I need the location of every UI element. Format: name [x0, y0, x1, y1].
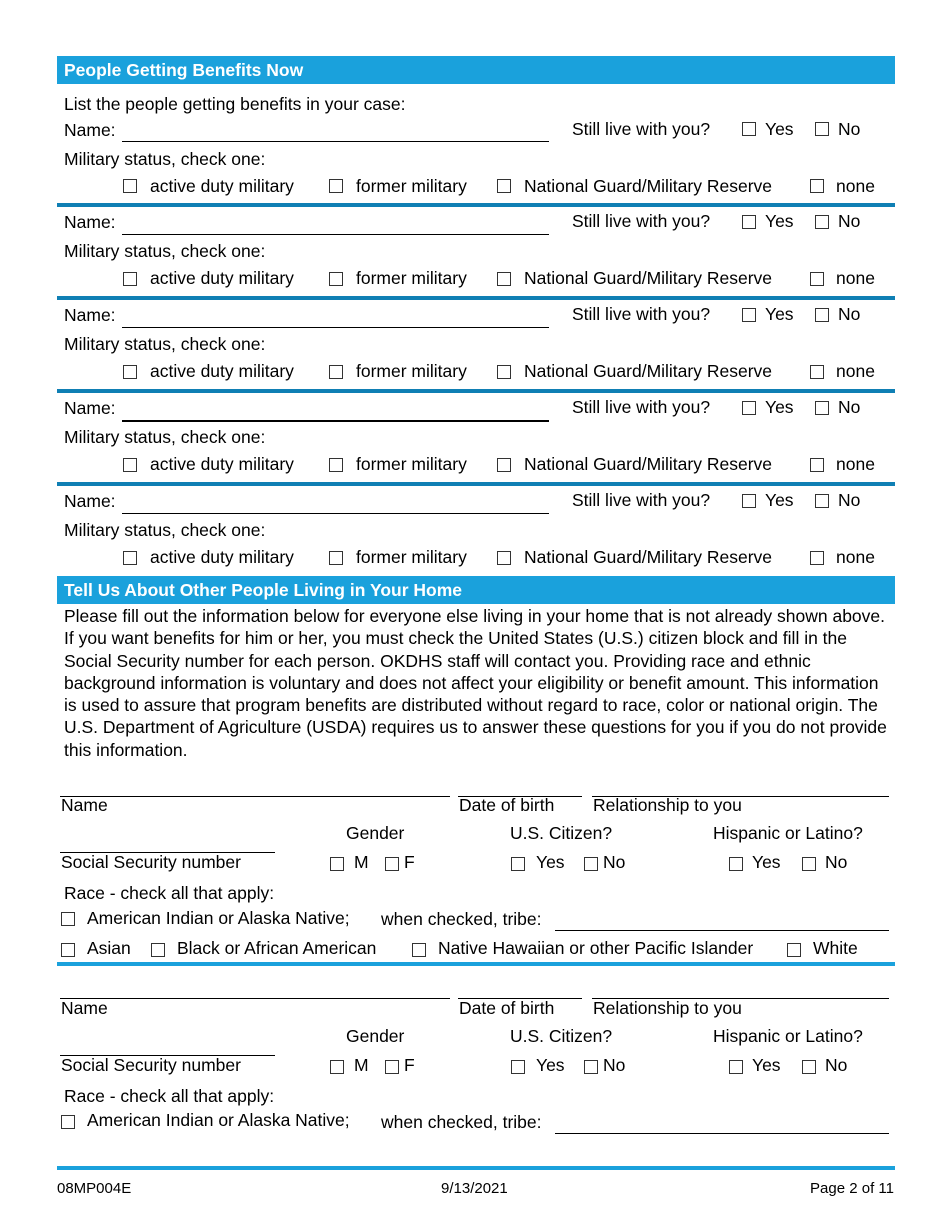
citizen-no-checkbox[interactable] — [584, 857, 598, 871]
female-label: F — [404, 1055, 415, 1075]
national-guard-label: National Guard/Military Reserve — [524, 547, 773, 567]
asian-label: Asian — [87, 938, 131, 958]
none-label: none — [836, 454, 875, 474]
still-live-no-checkbox[interactable] — [815, 308, 829, 322]
hispanic-yes-checkbox[interactable] — [729, 857, 743, 871]
active-duty-checkbox[interactable] — [123, 551, 137, 565]
no-label: No — [838, 119, 861, 139]
divider — [57, 296, 895, 300]
none-label: none — [836, 547, 875, 567]
white-label: White — [813, 938, 858, 958]
ssn-caption: Social Security number — [61, 852, 241, 872]
name-input[interactable] — [122, 420, 549, 422]
still-live-no-checkbox[interactable] — [815, 494, 829, 508]
former-military-label: former military — [356, 176, 467, 196]
still-live-yes-checkbox[interactable] — [742, 308, 756, 322]
name-caption: Name — [61, 795, 108, 815]
divider — [57, 389, 895, 393]
name-input[interactable] — [60, 998, 450, 999]
name-label: Name: — [64, 305, 116, 325]
name-label: Name: — [64, 491, 116, 511]
military-label: Military status, check one: — [64, 241, 266, 261]
none-label: none — [836, 268, 875, 288]
section-header-benefits: People Getting Benefits Now — [57, 56, 895, 84]
still-live-yes-checkbox[interactable] — [742, 215, 756, 229]
section-header-other-people: Tell Us About Other People Living in Your Home — [57, 576, 895, 604]
male-label: M — [354, 1055, 369, 1075]
no-label: No — [838, 211, 861, 231]
former-military-checkbox[interactable] — [329, 272, 343, 286]
yes-label: Yes — [765, 119, 794, 139]
american-indian-checkbox[interactable] — [61, 912, 75, 926]
no-label: No — [838, 397, 861, 417]
active-duty-label: active duty military — [150, 547, 294, 567]
relationship-caption: Relationship to you — [593, 795, 742, 815]
name-input[interactable] — [122, 141, 549, 142]
gender-female-checkbox[interactable] — [385, 1060, 399, 1074]
white-checkbox[interactable] — [787, 943, 801, 957]
hawaiian-label: Native Hawaiian or other Pacific Islander — [438, 938, 754, 958]
citizen-yes-checkbox[interactable] — [511, 857, 525, 871]
former-military-label: former military — [356, 547, 467, 567]
black-label: Black or African American — [177, 938, 377, 958]
national-guard-label: National Guard/Military Reserve — [524, 454, 773, 474]
citizen-no-label: No — [603, 852, 626, 872]
former-military-checkbox[interactable] — [329, 458, 343, 472]
no-label: No — [838, 490, 861, 510]
tribe-input[interactable] — [555, 1133, 889, 1134]
gender-male-checkbox[interactable] — [330, 1060, 344, 1074]
citizen-no-checkbox[interactable] — [584, 1060, 598, 1074]
american-indian-label: American Indian or Alaska Native; — [87, 1110, 350, 1130]
hispanic-no-checkbox[interactable] — [802, 857, 816, 871]
gender-male-checkbox[interactable] — [330, 857, 344, 871]
none-checkbox[interactable] — [810, 272, 824, 286]
active-duty-label: active duty military — [150, 454, 294, 474]
still-live-label: Still live with you? — [572, 490, 711, 510]
divider — [57, 482, 895, 486]
hispanic-no-label: No — [825, 1055, 848, 1075]
military-label: Military status, check one: — [64, 149, 266, 169]
none-label: none — [836, 361, 875, 381]
name-caption: Name — [61, 998, 108, 1018]
asian-checkbox[interactable] — [61, 943, 75, 957]
still-live-label: Still live with you? — [572, 211, 711, 231]
name-label: Name: — [64, 120, 116, 140]
active-duty-checkbox[interactable] — [123, 458, 137, 472]
national-guard-checkbox[interactable] — [497, 179, 511, 193]
national-guard-label: National Guard/Military Reserve — [524, 361, 773, 381]
gender-female-checkbox[interactable] — [385, 857, 399, 871]
name-input[interactable] — [122, 234, 549, 235]
former-military-checkbox[interactable] — [329, 365, 343, 379]
yes-label: Yes — [765, 211, 794, 231]
yes-label: Yes — [765, 304, 794, 324]
hispanic-yes-label: Yes — [752, 852, 781, 872]
citizen-yes-label: Yes — [536, 852, 565, 872]
tribe-label: when checked, tribe: — [381, 909, 542, 929]
none-checkbox[interactable] — [810, 458, 824, 472]
none-label: none — [836, 176, 875, 196]
yes-label: Yes — [765, 490, 794, 510]
active-duty-checkbox[interactable] — [123, 272, 137, 286]
tribe-input[interactable] — [555, 930, 889, 931]
hispanic-yes-checkbox[interactable] — [729, 1060, 743, 1074]
none-checkbox[interactable] — [810, 551, 824, 565]
former-military-label: former military — [356, 454, 467, 474]
national-guard-checkbox[interactable] — [497, 458, 511, 472]
american-indian-checkbox[interactable] — [61, 1115, 75, 1129]
hispanic-no-label: No — [825, 852, 848, 872]
name-input[interactable] — [60, 796, 450, 797]
citizen-yes-checkbox[interactable] — [511, 1060, 525, 1074]
still-live-label: Still live with you? — [572, 397, 711, 417]
national-guard-checkbox[interactable] — [497, 551, 511, 565]
none-checkbox[interactable] — [810, 179, 824, 193]
active-duty-checkbox[interactable] — [123, 365, 137, 379]
relationship-caption: Relationship to you — [593, 998, 742, 1018]
national-guard-label: National Guard/Military Reserve — [524, 268, 773, 288]
hawaiian-checkbox[interactable] — [412, 943, 426, 957]
female-label: F — [404, 852, 415, 872]
divider — [57, 962, 895, 966]
footer-rule — [57, 1166, 895, 1170]
national-guard-checkbox[interactable] — [497, 272, 511, 286]
former-military-checkbox[interactable] — [329, 551, 343, 565]
gender-caption: Gender — [346, 1026, 405, 1046]
revision-date: 9/13/2021 — [441, 1180, 508, 1197]
former-military-label: former military — [356, 268, 467, 288]
gender-caption: Gender — [346, 823, 405, 843]
tribe-label: when checked, tribe: — [381, 1112, 542, 1132]
dob-caption: Date of birth — [459, 795, 555, 815]
national-guard-label: National Guard/Military Reserve — [524, 176, 773, 196]
ssn-caption: Social Security number — [61, 1055, 241, 1075]
still-live-no-checkbox[interactable] — [815, 215, 829, 229]
american-indian-label: American Indian or Alaska Native; — [87, 908, 350, 928]
divider — [57, 203, 895, 207]
hispanic-caption: Hispanic or Latino? — [713, 1026, 863, 1046]
male-label: M — [354, 852, 369, 872]
no-label: No — [838, 304, 861, 324]
citizen-caption: U.S. Citizen? — [510, 823, 613, 843]
former-military-label: former military — [356, 361, 467, 381]
military-label: Military status, check one: — [64, 427, 266, 447]
still-live-no-checkbox[interactable] — [815, 122, 829, 136]
yes-label: Yes — [765, 397, 794, 417]
citizen-yes-label: Yes — [536, 1055, 565, 1075]
name-label: Name: — [64, 212, 116, 232]
active-duty-label: active duty military — [150, 268, 294, 288]
still-live-label: Still live with you? — [572, 119, 711, 139]
page-number: Page 2 of 11 — [810, 1180, 894, 1197]
national-guard-checkbox[interactable] — [497, 365, 511, 379]
still-live-no-checkbox[interactable] — [815, 401, 829, 415]
hispanic-caption: Hispanic or Latino? — [713, 823, 863, 843]
still-live-yes-checkbox[interactable] — [742, 494, 756, 508]
name-label: Name: — [64, 398, 116, 418]
intro-text: List the people getting benefits in your case: — [64, 94, 406, 114]
form-id: 08MP004E — [57, 1180, 132, 1197]
citizen-caption: U.S. Citizen? — [510, 1026, 613, 1046]
name-input[interactable] — [122, 513, 549, 514]
military-label: Military status, check one: — [64, 334, 266, 354]
active-duty-label: active duty military — [150, 176, 294, 196]
race-label: Race - check all that apply: — [64, 1086, 275, 1106]
military-label: Military status, check one: — [64, 520, 266, 540]
hispanic-yes-label: Yes — [752, 1055, 781, 1075]
dob-caption: Date of birth — [459, 998, 555, 1018]
former-military-checkbox[interactable] — [329, 179, 343, 193]
instructions-paragraph: Please fill out the information below for everyone else living in your home that is not already shown above. If you want benefits for him or her, you must check the United States (U.S.) citizen block and fill in the Social Security number for each person. OKDHS staff will contact you. Providing race and ethnic background information is voluntary and does not affect your eligibility or benefit amount. This information is used to assure that program benefits are distributed without regard to race, color or national origin. The U.S. Department of Agriculture (USDA) requires us to answer these questions for you if you do not provide this information. — [64, 606, 887, 760]
still-live-yes-checkbox[interactable] — [742, 401, 756, 415]
none-checkbox[interactable] — [810, 365, 824, 379]
active-duty-label: active duty military — [150, 361, 294, 381]
hispanic-no-checkbox[interactable] — [802, 1060, 816, 1074]
still-live-yes-checkbox[interactable] — [742, 122, 756, 136]
citizen-no-label: No — [603, 1055, 626, 1075]
still-live-label: Still live with you? — [572, 304, 711, 324]
active-duty-checkbox[interactable] — [123, 179, 137, 193]
black-checkbox[interactable] — [151, 943, 165, 957]
race-label: Race - check all that apply: — [64, 883, 275, 903]
name-input[interactable] — [122, 327, 549, 328]
